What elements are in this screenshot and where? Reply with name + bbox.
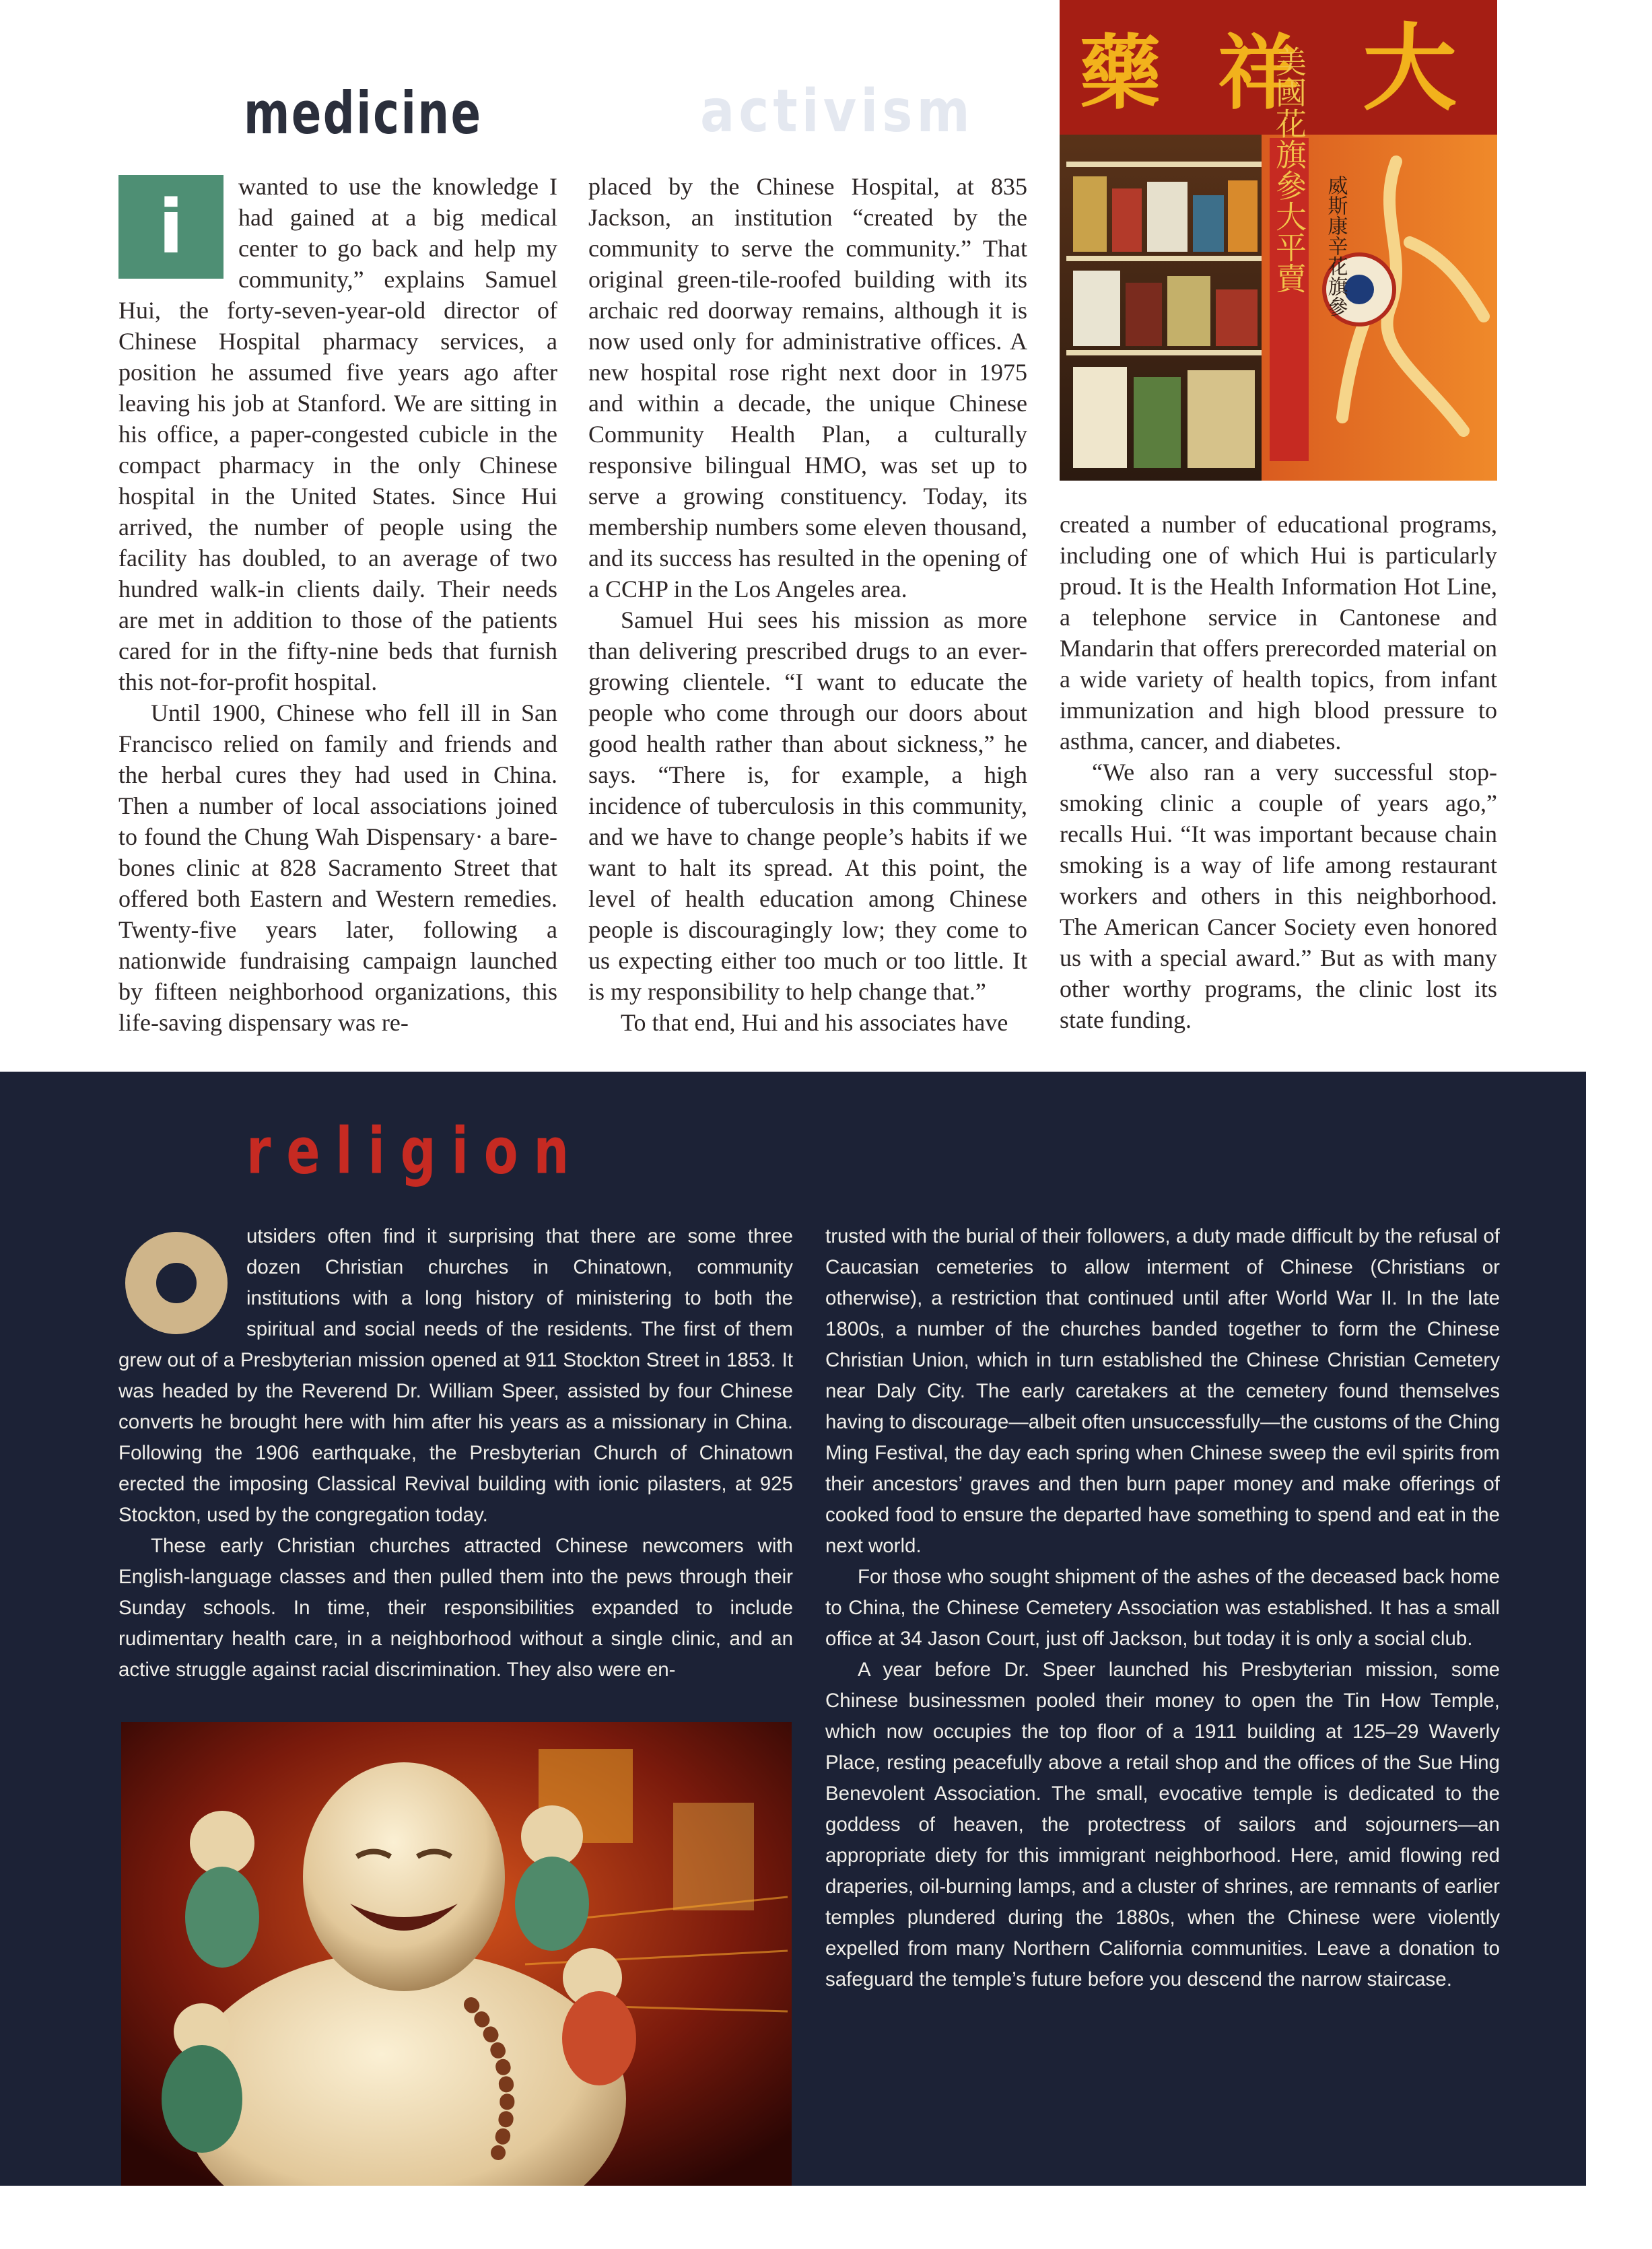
medicine-column-2 <box>588 171 1027 1066</box>
buddha-statue-photo <box>121 1722 792 2186</box>
religion-column-2 <box>825 1221 1500 2069</box>
buddha-illustration <box>121 1722 792 2186</box>
religion-paragraph: These early Christian churches attracted Chinese newcomers with English-language classes and then pulled them into the pews through their Sunday schools. In time, their responsibilities expanded to include rudimentary health care, in a neighborhood without a single clinic, and an active struggle against racial discrimination. They also were en- <box>118 1535 793 1681</box>
medicine-paragraph: Samuel Hui sees his mission as more than delivering prescribed drugs to an ever-growing clientele. “I want to educate the people who come through our doors about good health rather than about sickness,” he says. “There is, for example, a high incidence of tuberculosis in this community, and we have to change people’s habits if we want to halt its spread. At this point, the level of health education among Chinese people is discouragingly low; they come to us expecting either too much or too little. It is my responsibility to help change that.” <box>588 607 1027 1005</box>
medicine-paragraph: placed by the Chinese Hospital, at 835 Jackson, an institution “created by the community to serve the community.” That original green-tile-roofed building with its archaic red doorway remains, although it is now used only for administrative offices. A new hospital rose right next door in 1975 and within a decade, the unique Chinese Community Health Plan, a culturally responsive bilingual HMO, was set up to serve a growing constituency. Today, its membership numbers some eleven thousand, and its success has resulted in the opening of a CCHP in the Los Angeles area. <box>588 173 1027 602</box>
sign-char-1: 藥 <box>1080 27 1161 120</box>
buddha-head <box>303 1762 505 1991</box>
religion-paragraph: A year before Dr. Speer launched his Presbyterian mission, some Chinese businessmen pooled their money to open the Tin How Temple, which now occupies the top floor of a 1911 building at 125–29 Waverly Place, resting peacefully above a retail shop and the offices of the Sue Hing Benevolent Association. The small, evocative temple is dedicated to the goddess of heaven, the protectress of sailors and sojourners—an appropriate diety for this immigrant neighborhood. Here, amid flowing red draperies, oil-burning lamps, and a cluster of shrines, are remnants of earlier temples plundered during the 1880s, when the Chinese were violently expelled from many Northern California communities. Leave a donation to safeguard the temple’s future before you descend the narrow staircase. <box>825 1659 1500 1991</box>
drop-cap-ring <box>125 1232 228 1334</box>
religion-paragraph: trusted with the burial of their followers, a duty made difficult by the refusal of Caucasian cemeteries to allow interment of Chinese (Christians or otherwise), a restriction that continued until after World War II. In the late 1800s, a number of the churches banded together to form the Chinese Christian Union, which in turn established the Chinese Christian Cemetery near Daly City. The early caretakers at the cemetery found themselves having to discourage—albeit often unsuccessfully—the customs of the Ching Ming Festival, the day each spring when Chinese sweep the evil spirits from their ancestors’ graves and then burn paper money and make offerings of cooked food to ensure the departed have something to spend and eat in the next world. <box>825 1225 1500 1557</box>
label-text: 威斯康辛花旗參 <box>1323 175 1348 316</box>
sign-char-3: 大 <box>1363 14 1457 124</box>
medicine-paragraph: Until 1900, Chinese who fell ill in San Francisco relied on family and friends and the herbal cures they had used in China. Then a number of local associations joined to found the Chung Wah Dispensary· a bare-bones clinic at 828 Sacramento Street that offered both Eastern and Western remedies. Twenty-five years later, following a nationwide fundraising campaign launched by fifteen neighborhood organizations, this life-saving dispensary was re- <box>118 699 557 1036</box>
religion-paragraph: For those who sought shipment of the ashes of the deceased back home to China, the Chinese Cemetery Association was established. It has a small office at 34 Jason Court, just off Jackson, but today it is only a social club. <box>825 1566 1500 1650</box>
herb-store-illustration <box>1060 0 1497 481</box>
medicine-paragraph: To that end, Hui and his associates have <box>621 1009 1008 1036</box>
herb-store-photo <box>1060 0 1497 481</box>
medicine-column-1 <box>118 171 557 1046</box>
drop-cap-i: i <box>118 175 223 279</box>
drop-cap-o <box>121 1228 232 1338</box>
sign-char-2: 祥 <box>1218 27 1299 120</box>
medicine-paragraph: wanted to use the knowledge I had gained at a big medical center to go back and help my community,” explains Samuel Hui, the forty-seven-year-old director of Chinese Hospital pharmacy services, a position he assumed five years ago after leaving his job at Stanford. We are sitting in his office, a paper-congested cubicle in the compact pharmacy in the only Chinese hospital in the United States. Since Hui arrived, the number of people using the facility has doubled, to an average of two hundred walk-in clients daily. Their needs are met in addition to those of the patients cared for in the fifty-nine beds that furnish this not-for-profit hospital. <box>118 173 557 695</box>
ghost-heading: activism <box>700 76 974 145</box>
medicine-paragraph: created a number of educational programs, including one of which Hui is particularly proud. It is the Health Information Hot Line, a telephone service in Cantonese and Mandarin that offers prerecorded material on a wide variety of health topics, from infant immunization and high blood pressure to asthma, cancer, and diabetes. <box>1060 511 1497 755</box>
medicine-column-3 <box>1060 509 1497 1047</box>
religion-heading: religion <box>246 1114 584 1188</box>
medicine-paragraph: “We also ran a very successful stop-smoking clinic a couple of years ago,” recalls Hui. “It was important because chain smoking is a way of life among restaurant workers and others in this neighborhood. The American Cancer Society even honored us with a special award.” But as with many other worthy programs, the clinic lost its state funding. <box>1060 759 1497 1033</box>
religion-paragraph: utsiders often find it surprising that there are some three dozen Christian churches in Chinatown, community institutions with a long history of ministering to both the spiritual and social needs of the residents. The first of them grew out of a Presbyterian mission opened at 911 Stockton Street in 1853. It was headed by the Reverend Dr. William Speer, assisted by four Chinese converts he brought here with him after his years as a missionary in China. Following the 1906 earthquake, the Presbyterian Church of Chinatown erected the imposing Classical Revival building with ionic pilasters, at 925 Stockton, used by the congregation today. <box>118 1225 793 1526</box>
banner-text: 美國花旗參大平賣 <box>1271 46 1307 293</box>
religion-column-1 <box>118 1221 793 1695</box>
medicine-heading: medicine <box>244 79 483 147</box>
